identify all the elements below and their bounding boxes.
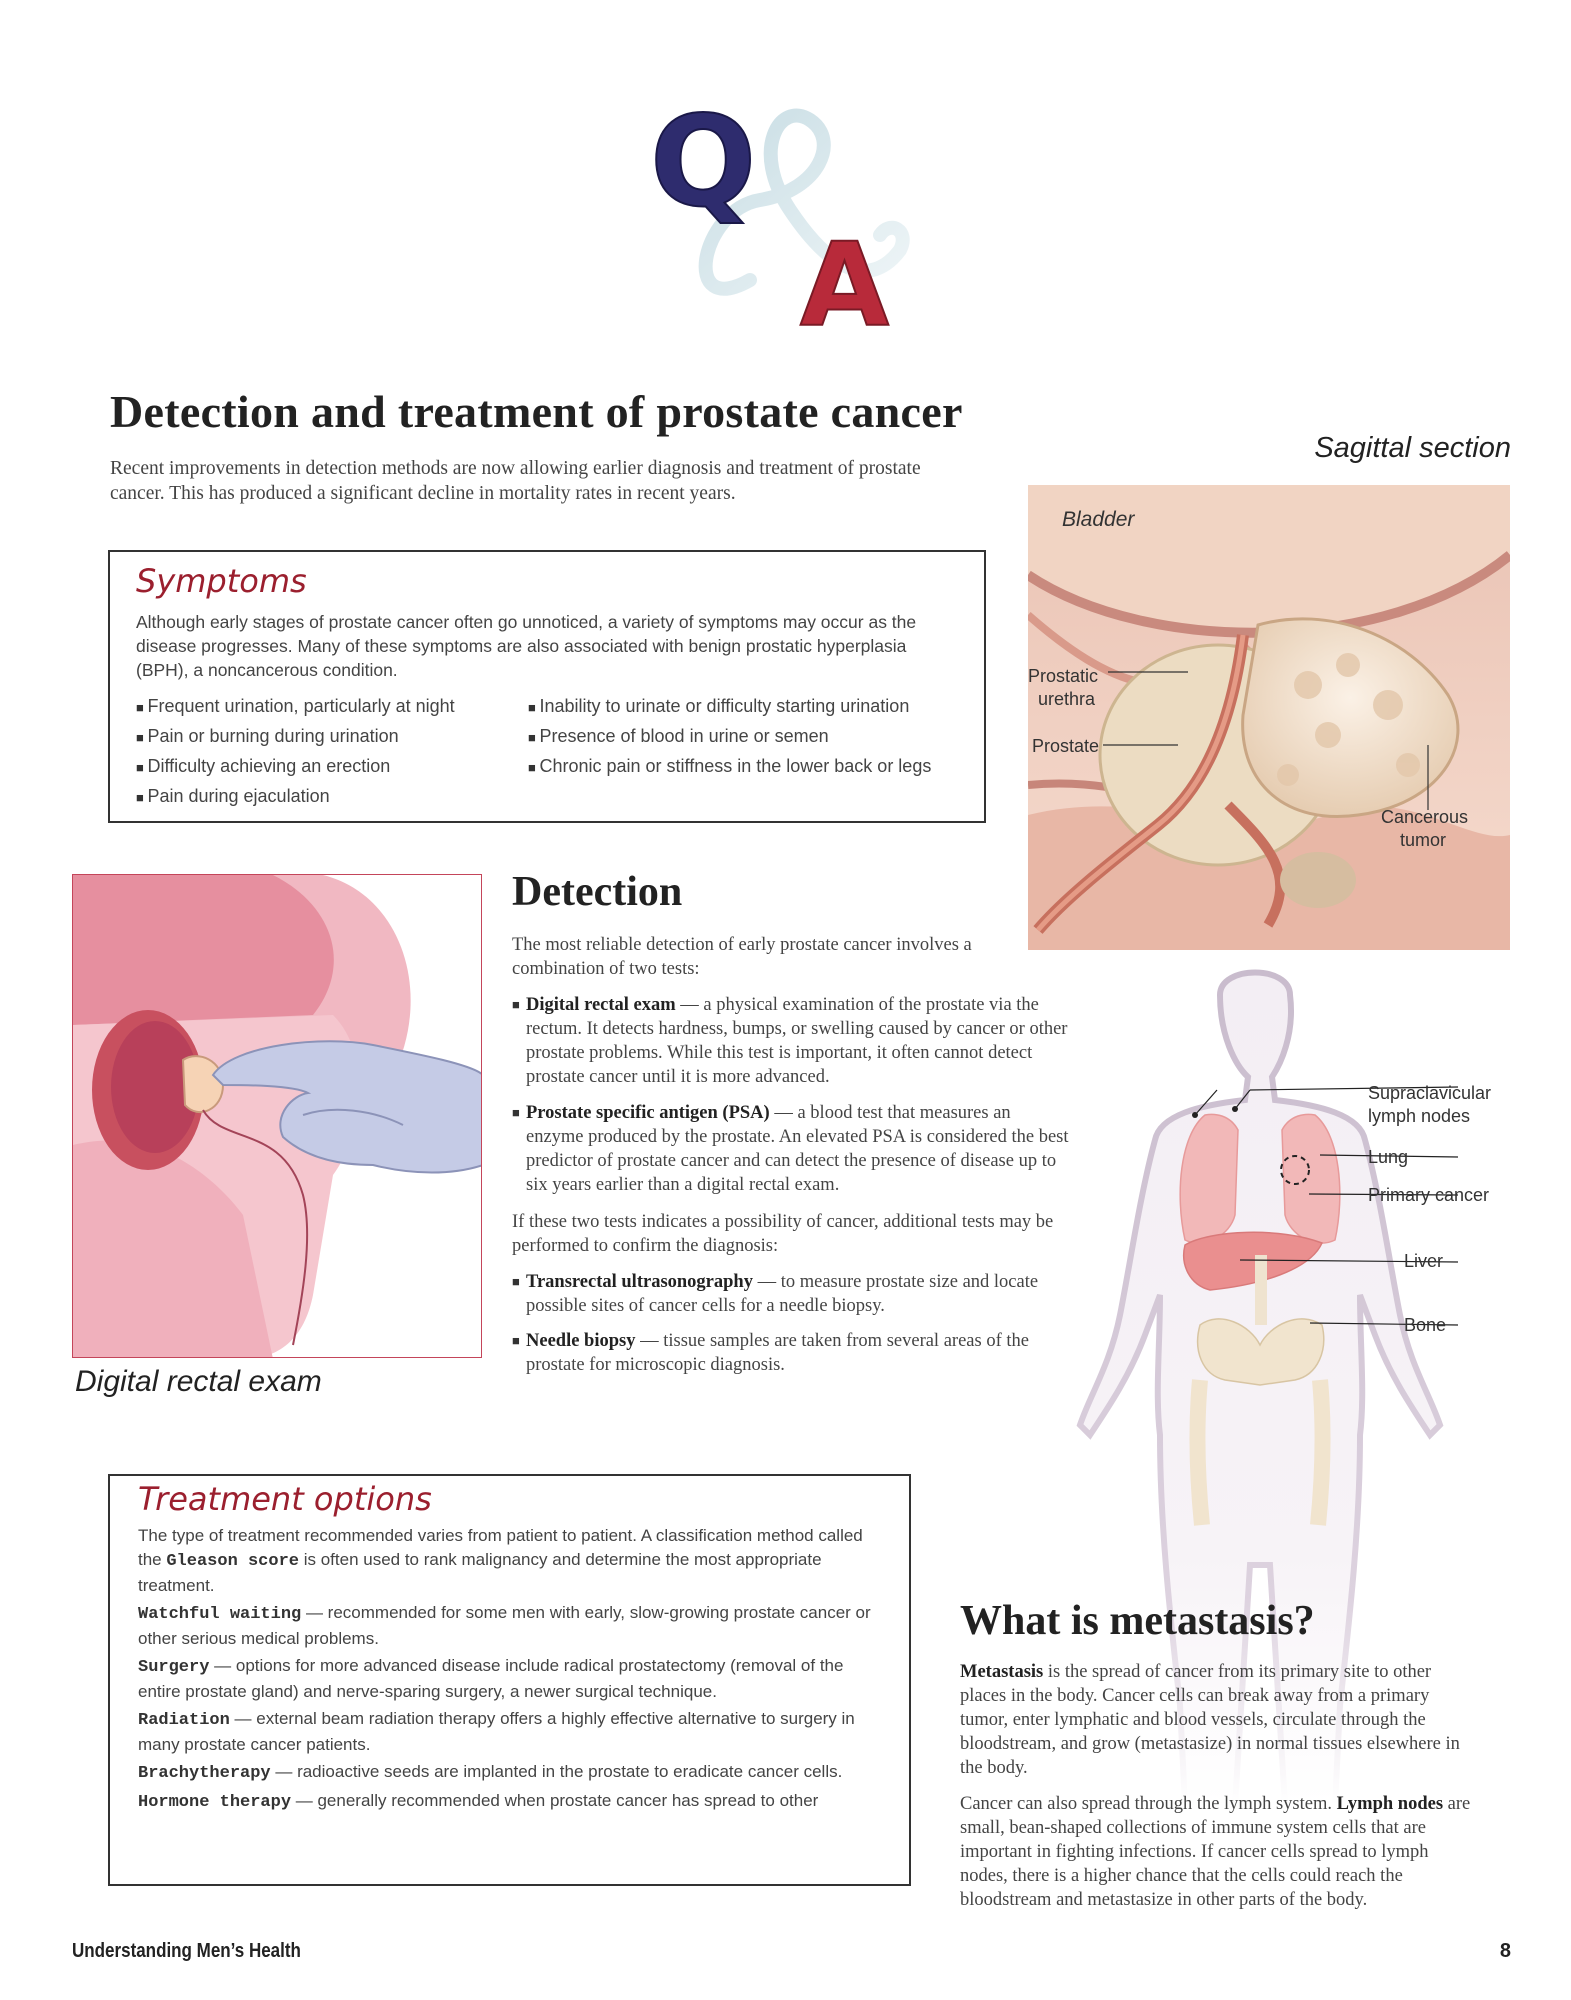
detection-item-needle-biopsy: [512, 1329, 1072, 1377]
symptoms-box: [108, 550, 986, 823]
term-dre: Digital rectal exam: [526, 995, 676, 1015]
detection-item-dre: [512, 993, 1072, 1089]
metastasis-p2-post: are small, bean-shaped collections of immune system cells that are important in fighting infections. If cancer cells spread to lymph nodes, there is a higher chance that the cells could reach the bloodstream and metastasize in other parts of the body.: [960, 1794, 1471, 1910]
label-supraclavicular-line2: lymph nodes: [1368, 1106, 1471, 1126]
term-hormone-therapy: Hormone therapy: [138, 1793, 292, 1812]
logo-q: Q: [650, 90, 757, 235]
label-prostate: Prostate: [1032, 736, 1100, 756]
label-cancerous-tumor-line1: Cancerous: [1381, 807, 1469, 827]
label-cancerous-tumor-line2: tumor: [1400, 830, 1447, 850]
text-psa: — a blood test that measures an enzyme produced by the prostate. An elevated PSA is considered the best predictor of prostate cancer and can detect the presence of disease up to six years earlier than a digital rectal exam.: [526, 1103, 1069, 1195]
term-lymph-nodes: Lymph nodes: [1336, 1794, 1444, 1814]
page-title: Detection and treatment of prostate cancer: [110, 386, 963, 437]
text-dre: — a physical examination of the prostate via the rectum. It detects hardness, bumps, or swelling caused by cancer or other prostate problems. While this test is important, it often cannot detect prostate cancer until it is more advanced.: [526, 995, 1068, 1087]
treatment-item-brachytherapy: [138, 1760, 878, 1786]
text-surgery: — options for more advanced disease include radical prostatectomy (removal of the entire prostate gland) and nerve-sparing surgery, a newer surgical technique.: [138, 1656, 844, 1701]
detection-additional-text: If these two tests indicates a possibility of cancer, additional tests may be performed to confirm the diagnosis:: [512, 1212, 1054, 1256]
detection-item-trus: [512, 1270, 1072, 1318]
treatment-intro-pre: The type of treatment recommended varies from patient to patient. A classification method called the: [138, 1526, 863, 1569]
symptoms-list-left: [136, 692, 516, 812]
treatment-intro-post: is often used to rank malignancy and determine the most appropriate treatment.: [138, 1550, 822, 1595]
term-gleason-score: Gleason score: [166, 1552, 299, 1571]
label-primary-cancer: Primary cancer: [1368, 1185, 1490, 1205]
text-radiation: — external beam radiation therapy offers a highly effective alternative to surgery in many prostate cancer patients.: [138, 1709, 855, 1754]
list-item: ■ Pain during ejaculation: [136, 782, 516, 812]
treatment-intro: [138, 1524, 878, 1598]
metastasis-paragraph-2: [960, 1792, 1480, 1912]
list-item: ■ Inability to urinate or difficulty starting urination: [528, 692, 968, 722]
label-prostatic-urethra-line1: Prostatic: [1028, 666, 1099, 686]
symptoms-text: Although early stages of prostate cancer often go unnoticed, a variety of symptoms may occur as the disease progresses. Many of these symptoms are also associated with benign prostatic hyperplasia (BPH), a noncancerous condition.: [136, 612, 917, 680]
list-item: ■ Presence of blood in urine or semen: [528, 722, 968, 752]
treatment-item-hormone: [138, 1789, 878, 1815]
label-bladder: Bladder: [1062, 508, 1135, 531]
term-surgery: Surgery: [138, 1658, 210, 1677]
treatment-item-watchful: [138, 1601, 878, 1651]
label-supraclavicular-line1: Supraclavicular: [1368, 1083, 1492, 1103]
dre-drawing: [73, 875, 482, 1358]
text-watchful-waiting: — recommended for some men with early, slow-growing prostate cancer or other serious medical problems.: [138, 1603, 871, 1648]
term-brachytherapy: Brachytherapy: [138, 1764, 271, 1783]
detection-heading: Detection: [512, 869, 683, 915]
page-number: 8: [1499, 1940, 1511, 1962]
metastasis-p1-text: is the spread of cancer from its primary site to other places in the body. Cancer cells can break away from a primary tumor, enter lymphatic and blood vessels, circulate through the bloodstream, and grow (metastasize) in normal tissues elsewhere in the body.: [960, 1662, 1460, 1778]
text-trus: — to measure prostate size and locate possible sites of cancer cells for a needle biopsy.: [526, 1272, 1039, 1316]
text-brachytherapy: — radioactive seeds are implanted in the prostate to eradicate cancer cells.: [270, 1762, 843, 1781]
term-needle-biopsy: Needle biopsy: [526, 1331, 636, 1351]
treatment-body: [138, 1524, 878, 1818]
metastasis-heading: What is metastasis?: [960, 1598, 1315, 1644]
label-lung: Lung: [1368, 1147, 1409, 1167]
detection-item-psa: [512, 1101, 1072, 1197]
text-hormone-therapy: — generally recommended when prostate cancer has spread to other: [291, 1791, 819, 1810]
detection-intro: The most reliable detection of early prostate cancer involves a combination of two tests:: [512, 935, 972, 979]
label-bone: Bone: [1404, 1315, 1447, 1335]
treatment-title: Treatment options: [138, 1480, 432, 1518]
treatment-options-box: [108, 1474, 911, 1886]
term-metastasis: Metastasis: [960, 1662, 1044, 1682]
metastasis-paragraph-1: [960, 1660, 1480, 1780]
sagittal-caption: Sagittal section: [1314, 432, 1511, 464]
qa-logo: [640, 80, 940, 340]
list-item: ■ Frequent urination, particularly at night: [136, 692, 516, 722]
treatment-item-surgery: [138, 1654, 878, 1704]
label-liver: Liver: [1404, 1251, 1444, 1271]
metastasis-p2-pre: Cancer can also spread through the lymph system.: [960, 1794, 1337, 1814]
logo-a: A: [800, 219, 890, 340]
list-item: ■ Difficulty achieving an erection: [136, 752, 516, 782]
term-radiation: Radiation: [138, 1711, 230, 1730]
digital-rectal-exam-illustration: [72, 874, 482, 1358]
dre-caption: Digital rectal exam: [75, 1365, 322, 1398]
symptoms-title: Symptoms: [136, 562, 307, 600]
sagittal-section-illustration: [1028, 485, 1510, 950]
footer-publication-title: Understanding Men’s Health: [72, 1940, 301, 1962]
intro-text: Recent improvements in detection methods are now allowing earlier diagnosis and treatment of prostate cancer. This has produced a significant decline in mortality rates in recent years.: [110, 458, 921, 504]
treatment-item-radiation: [138, 1707, 878, 1757]
label-prostatic-urethra-line2: urethra: [1038, 689, 1096, 709]
term-watchful-waiting: Watchful waiting: [138, 1605, 302, 1624]
term-trus: Transrectal ultrasonography: [526, 1272, 753, 1292]
text-needle-biopsy: — tissue samples are taken from several areas of the prostate for microscopic diagnosis.: [526, 1331, 1029, 1375]
symptoms-list-right: [528, 692, 968, 782]
list-item: ■ Pain or burning during urination: [136, 722, 516, 752]
term-psa: Prostate specific antigen (PSA): [526, 1103, 770, 1123]
list-item: ■ Chronic pain or stiffness in the lower back or legs: [528, 752, 968, 782]
